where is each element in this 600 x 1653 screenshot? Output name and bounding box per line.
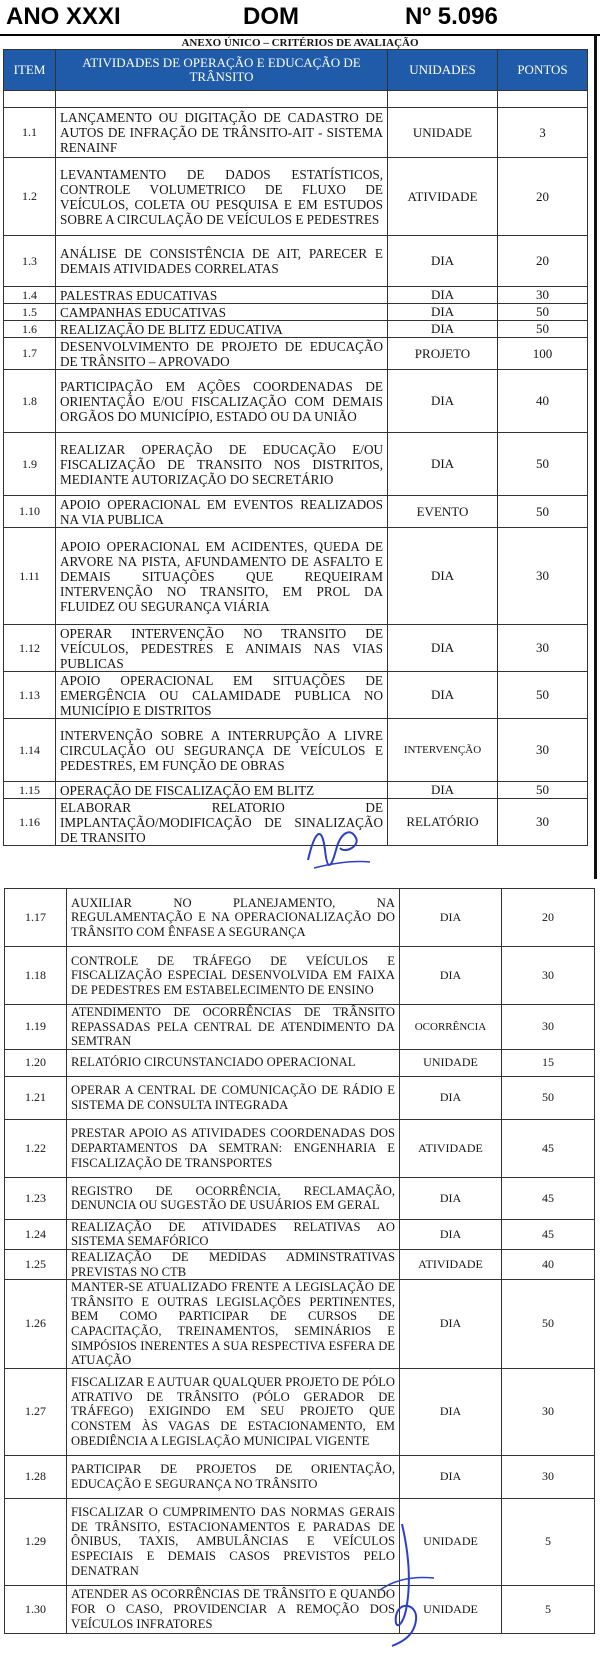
item-number: 1.11 (4, 528, 56, 625)
item-number: 1.5 (4, 304, 56, 321)
activity-description: APOIO OPERACIONAL EM ACIDENTES, QUEDA DE ARVORE NA PISTA, AFUNDAMENTO DE ASFALTO E DEMAIS SITUAÇÕES QUE REQUEIRAM INTERVENÇÃO NO TRANSITO, EM PROL DA FLUIDEZ OU SEGURANÇA VIÁRIA (56, 528, 388, 625)
table-row (5, 1585, 595, 1633)
points-cell: 50 (502, 1076, 595, 1119)
activity-description: REALIZAR OPERAÇÃO DE EDUCAÇÃO E/OU FISCALIZAÇÃO DE TRANSITO NOS DISTRITOS, MEDIANTE AUTORIZAÇÃO DO SECRETÁRIO (56, 433, 388, 496)
item-number: 1.24 (5, 1219, 67, 1249)
issue-number: Nº 5.096 (405, 3, 498, 30)
unit-cell: OCORRÊNCIA (400, 1005, 502, 1050)
points-cell: 50 (502, 1280, 595, 1369)
table-row (4, 108, 588, 158)
points-cell: 50 (498, 304, 588, 321)
activity-description: REGISTRO DE OCORRÊNCIA, RECLAMAÇÃO, DENUNCIA OU SUGESTÃO DE USUÁRIOS EM GERAL (67, 1177, 400, 1219)
item-number: 1.25 (5, 1249, 67, 1279)
item-number: 1.10 (4, 496, 56, 528)
table-row (4, 433, 588, 496)
table-row (5, 889, 595, 947)
page-edge-rule (594, 34, 597, 879)
activity-description: OPERAÇÃO DE FISCALIZAÇÃO EM BLITZ (56, 782, 388, 799)
unit-cell: DIA (400, 889, 502, 947)
table-row (5, 1076, 595, 1119)
points-cell: 30 (502, 1455, 595, 1498)
unit-cell: DIA (388, 625, 498, 672)
points-cell: 30 (498, 528, 588, 625)
evaluation-table-part-1 (3, 49, 588, 846)
item-number: 1.19 (5, 1005, 67, 1050)
table-row (4, 719, 588, 782)
table-header-row (4, 50, 588, 91)
item-number: 1.4 (4, 287, 56, 304)
table-row (4, 496, 588, 528)
unit-cell: DIA (388, 528, 498, 625)
activity-description: RELATÓRIO CIRCUNSTANCIADO OPERACIONAL (67, 1049, 400, 1076)
item-number: 1.7 (4, 338, 56, 370)
header-activity: ATIVIDADES DE OPERAÇÃO E EDUCAÇÃO DE TRÂNSITO (56, 50, 388, 91)
table-row (4, 370, 588, 433)
points-cell: 45 (502, 1219, 595, 1249)
activity-description: PRESTAR APOIO AS ATIVIDADES COORDENADAS DOS DEPARTAMENTOS DA SEMTRAN: ENGENHARIA E FISCALIZAÇÃO DE TRANSPORTES (67, 1119, 400, 1177)
points-cell: 50 (498, 782, 588, 799)
points-cell: 40 (502, 1249, 595, 1279)
item-number: 1.17 (5, 889, 67, 947)
table-row (5, 1177, 595, 1219)
points-cell: 50 (498, 496, 588, 528)
points-cell: 45 (502, 1177, 595, 1219)
item-number: 1.22 (5, 1119, 67, 1177)
item-number: 1.29 (5, 1498, 67, 1585)
item-number: 1.27 (5, 1368, 67, 1455)
unit-cell: UNIDADE (400, 1498, 502, 1585)
activity-description: OPERAR INTERVENÇÃO NO TRANSITO DE VEÍCULOS, PEDESTRES E ANIMAIS NAS VIAS PUBLICAS (56, 625, 388, 672)
item-number: 1.23 (5, 1177, 67, 1219)
points-cell: 3 (498, 108, 588, 158)
table-row (5, 1049, 595, 1076)
journal-label: DOM (243, 3, 299, 30)
points-cell: 100 (498, 338, 588, 370)
page-header (0, 0, 600, 36)
edition-label: ANO XXXI (6, 3, 121, 30)
table-row (4, 236, 588, 287)
activity-description: PALESTRAS EDUCATIVAS (56, 287, 388, 304)
spacer-row (4, 91, 588, 108)
table-row (5, 947, 595, 1005)
activity-description: LEVANTAMENTO DE DADOS ESTATÍSTICOS, CONTROLE VOLUMETRICO DE FLUXO DE VEÍCULOS, COLETA OU PESQUISA E EM ESTUDOS SOBRE A CIRCULAÇÃO DE VEÍCULOS E PEDESTRES (56, 158, 388, 236)
points-cell: 20 (502, 889, 595, 947)
unit-cell: DIA (400, 1177, 502, 1219)
activity-description: AUXILIAR NO PLANEJAMENTO, NA REGULAMENTAÇÃO E NA OPERACIONALIZAÇÃO DO TRÂNSITO COM ÊNFASE A SEGURANÇA (67, 889, 400, 947)
activity-description: FISCALIZAR E AUTUAR QUALQUER PROJETO DE PÓLO ATRATIVO DE TRÂNSITO (PÓLO GERADOR DE TRÁFEGO) EXIGINDO EM SEU PROJETO QUE CONSTEM ÀS VAGAS DE ESTACIONAMENTO, EM OBEDIÊNCIA A LEGISLAÇÃO MUNICIPAL VIGENTE (67, 1368, 400, 1455)
table-row (5, 1498, 595, 1585)
annex-title: ANEXO ÚNICO – CRITÉRIOS DE AVALIAÇÃO (181, 37, 419, 49)
activity-description: INTERVENÇÃO SOBRE A INTERRUPÇÃO A LIVRE CIRCULAÇÃO OU SEGURANÇA DE VEÍCULOS E PEDESTRES, EM FUNÇÃO DE OBRAS (56, 719, 388, 782)
points-cell: 45 (502, 1119, 595, 1177)
table-row (5, 1249, 595, 1279)
unit-cell: DIA (400, 947, 502, 1005)
table-row (5, 1219, 595, 1249)
table-row (4, 672, 588, 719)
activity-description: APOIO OPERACIONAL EM SITUAÇÕES DE EMERGÊNCIA OU CALAMIDADE PUBLICA NO MUNICÍPIO E DISTRITOS (56, 672, 388, 719)
points-cell: 30 (502, 1368, 595, 1455)
points-cell: 20 (498, 236, 588, 287)
unit-cell: ATIVIDADE (400, 1119, 502, 1177)
table-row (4, 287, 588, 304)
activity-description: MANTER-SE ATUALIZADO FRENTE A LEGISLAÇÃO DE TRÂNSITO E OUTRAS LEGISLAÇÕES PERTINENTES, BEM COMO PARTICIPAR DE CURSOS DE CAPACITAÇÃO, TREINAMENTOS, SEMINÁRIOS E SIMPÓSIOS INERENTES A SUA RESPECTIVA ESFERA DE ATUAÇÃO (67, 1280, 400, 1369)
unit-cell: DIA (388, 370, 498, 433)
item-number: 1.2 (4, 158, 56, 236)
table-row (4, 158, 588, 236)
activity-description: PARTICIPAÇÃO EM AÇÕES COORDENADAS DE ORIENTAÇÃO E/OU FISCALIZAÇÃO COM DEMAIS ORGÃOS DO MUNICÍPIO, ESTADO OU DA UNIÃO (56, 370, 388, 433)
unit-cell: DIA (400, 1219, 502, 1249)
unit-cell: UNIDADE (400, 1049, 502, 1076)
table-row (5, 1280, 595, 1369)
points-cell: 40 (498, 370, 588, 433)
activity-description: PARTICIPAR DE PROJETOS DE ORIENTAÇÃO, EDUCAÇÃO E SEGURANÇA NO TRÂNSITO (67, 1455, 400, 1498)
item-number: 1.1 (4, 108, 56, 158)
unit-cell: DIA (388, 236, 498, 287)
points-cell: 30 (498, 799, 588, 846)
points-cell: 50 (498, 672, 588, 719)
item-number: 1.3 (4, 236, 56, 287)
points-cell: 30 (498, 625, 588, 672)
unit-cell: DIA (400, 1280, 502, 1369)
activity-description: CONTROLE DE TRÁFEGO DE VEÍCULOS E FISCALIZAÇÃO ESPECIAL DESENVOLVIDA EM FAIXA DE PEDESTRES EM ESTABELECIMENTO DE ENSINO (67, 947, 400, 1005)
points-cell: 5 (502, 1585, 595, 1633)
item-number: 1.26 (5, 1280, 67, 1369)
activity-description: APOIO OPERACIONAL EM EVENTOS REALIZADOS NA VIA PUBLICA (56, 496, 388, 528)
points-cell: 30 (498, 287, 588, 304)
table-row (5, 1368, 595, 1455)
unit-cell: DIA (400, 1368, 502, 1455)
unit-cell: RELATÓRIO (388, 799, 498, 846)
evaluation-table-part-2 (4, 888, 595, 1634)
activity-description: ATENDIMENTO DE OCORRÊNCIAS DE TRÂNSITO REPASSADAS PELA CENTRAL DE ATENDIMENTO DA SEMTRAN (67, 1005, 400, 1050)
unit-cell: DIA (388, 782, 498, 799)
activity-description: ANÁLISE DE CONSISTÊNCIA DE AIT, PARECER E DEMAIS ATIVIDADES CORRELATAS (56, 236, 388, 287)
activity-description: REALIZAÇÃO DE ATIVIDADES RELATIVAS AO SISTEMA SEMAFÓRICO (67, 1219, 400, 1249)
table-row (5, 1455, 595, 1498)
item-number: 1.18 (5, 947, 67, 1005)
points-cell: 50 (498, 321, 588, 338)
item-number: 1.12 (4, 625, 56, 672)
activity-description: OPERAR A CENTRAL DE COMUNICAÇÃO DE RÁDIO E SISTEMA DE CONSULTA INTEGRADA (67, 1076, 400, 1119)
points-cell: 30 (498, 719, 588, 782)
activity-description: FISCALIZAR O CUMPRIMENTO DAS NORMAS GERAIS DE TRÂNSITO, ESTACIONAMENTOS E PARADAS DE ÔNIBUS, TAXIS, AMBULÂNCIAS E VEÍCULOS ESPECIAIS E DEMAIS CASOS PREVISTOS PELO DENATRAN (67, 1498, 400, 1585)
unit-cell: EVENTO (388, 496, 498, 528)
unit-cell: DIA (388, 321, 498, 338)
activity-description: ELABORAR RELATORIO DE IMPLANTAÇÃO/MODIFICAÇÃO DE SINALIZAÇÃO DE TRANSITO (56, 799, 388, 846)
header-unit: UNIDADES (388, 50, 498, 91)
points-cell: 15 (502, 1049, 595, 1076)
table-row (4, 782, 588, 799)
points-cell: 20 (498, 158, 588, 236)
item-number: 1.30 (5, 1585, 67, 1633)
table-row (4, 304, 588, 321)
table-row (4, 528, 588, 625)
table-row (4, 799, 588, 846)
item-number: 1.20 (5, 1049, 67, 1076)
unit-cell: PROJETO (388, 338, 498, 370)
unit-cell: DIA (388, 672, 498, 719)
unit-cell: ATIVIDADE (400, 1249, 502, 1279)
item-number: 1.6 (4, 321, 56, 338)
activity-description: LANÇAMENTO OU DIGITAÇÃO DE CADASTRO DE AUTOS DE INFRAÇÃO DE TRÂNSITO-AIT - SISTEMA RENAINF (56, 108, 388, 158)
unit-cell: DIA (388, 287, 498, 304)
unit-cell: ATIVIDADE (388, 158, 498, 236)
activity-description: REALIZAÇÃO DE MEDIDAS ADMINSTRATIVAS PREVISTAS NO CTB (67, 1249, 400, 1279)
unit-cell: UNIDADE (388, 108, 498, 158)
item-number: 1.14 (4, 719, 56, 782)
item-number: 1.21 (5, 1076, 67, 1119)
table-row (5, 1005, 595, 1050)
table-row (4, 338, 588, 370)
header-points: PONTOS (498, 50, 588, 91)
points-cell: 30 (502, 947, 595, 1005)
unit-cell: DIA (388, 433, 498, 496)
points-cell: 30 (502, 1005, 595, 1050)
item-number: 1.9 (4, 433, 56, 496)
item-number: 1.13 (4, 672, 56, 719)
item-number: 1.8 (4, 370, 56, 433)
header-item: ITEM (4, 50, 56, 91)
item-number: 1.16 (4, 799, 56, 846)
activity-description: CAMPANHAS EDUCATIVAS (56, 304, 388, 321)
points-cell: 50 (498, 433, 588, 496)
unit-cell: DIA (388, 304, 498, 321)
table-row (4, 321, 588, 338)
item-number: 1.15 (4, 782, 56, 799)
activity-description: REALIZAÇÃO DE BLITZ EDUCATIVA (56, 321, 388, 338)
activity-description: DESENVOLVIMENTO DE PROJETO DE EDUCAÇÃO DE TRÂNSITO – APROVADO (56, 338, 388, 370)
unit-cell: INTERVENÇÃO (388, 719, 498, 782)
points-cell: 5 (502, 1498, 595, 1585)
activity-description: ATENDER AS OCORRÊNCIAS DE TRÂNSITO E QUANDO FOR O CASO, PROVIDENCIAR A REMOÇÃO DOS VEÍCULOS INFRATORES (67, 1585, 400, 1633)
item-number: 1.28 (5, 1455, 67, 1498)
unit-cell: UNIDADE (400, 1585, 502, 1633)
table-row (5, 1119, 595, 1177)
unit-cell: DIA (400, 1076, 502, 1119)
table-row (4, 625, 588, 672)
unit-cell: DIA (400, 1455, 502, 1498)
